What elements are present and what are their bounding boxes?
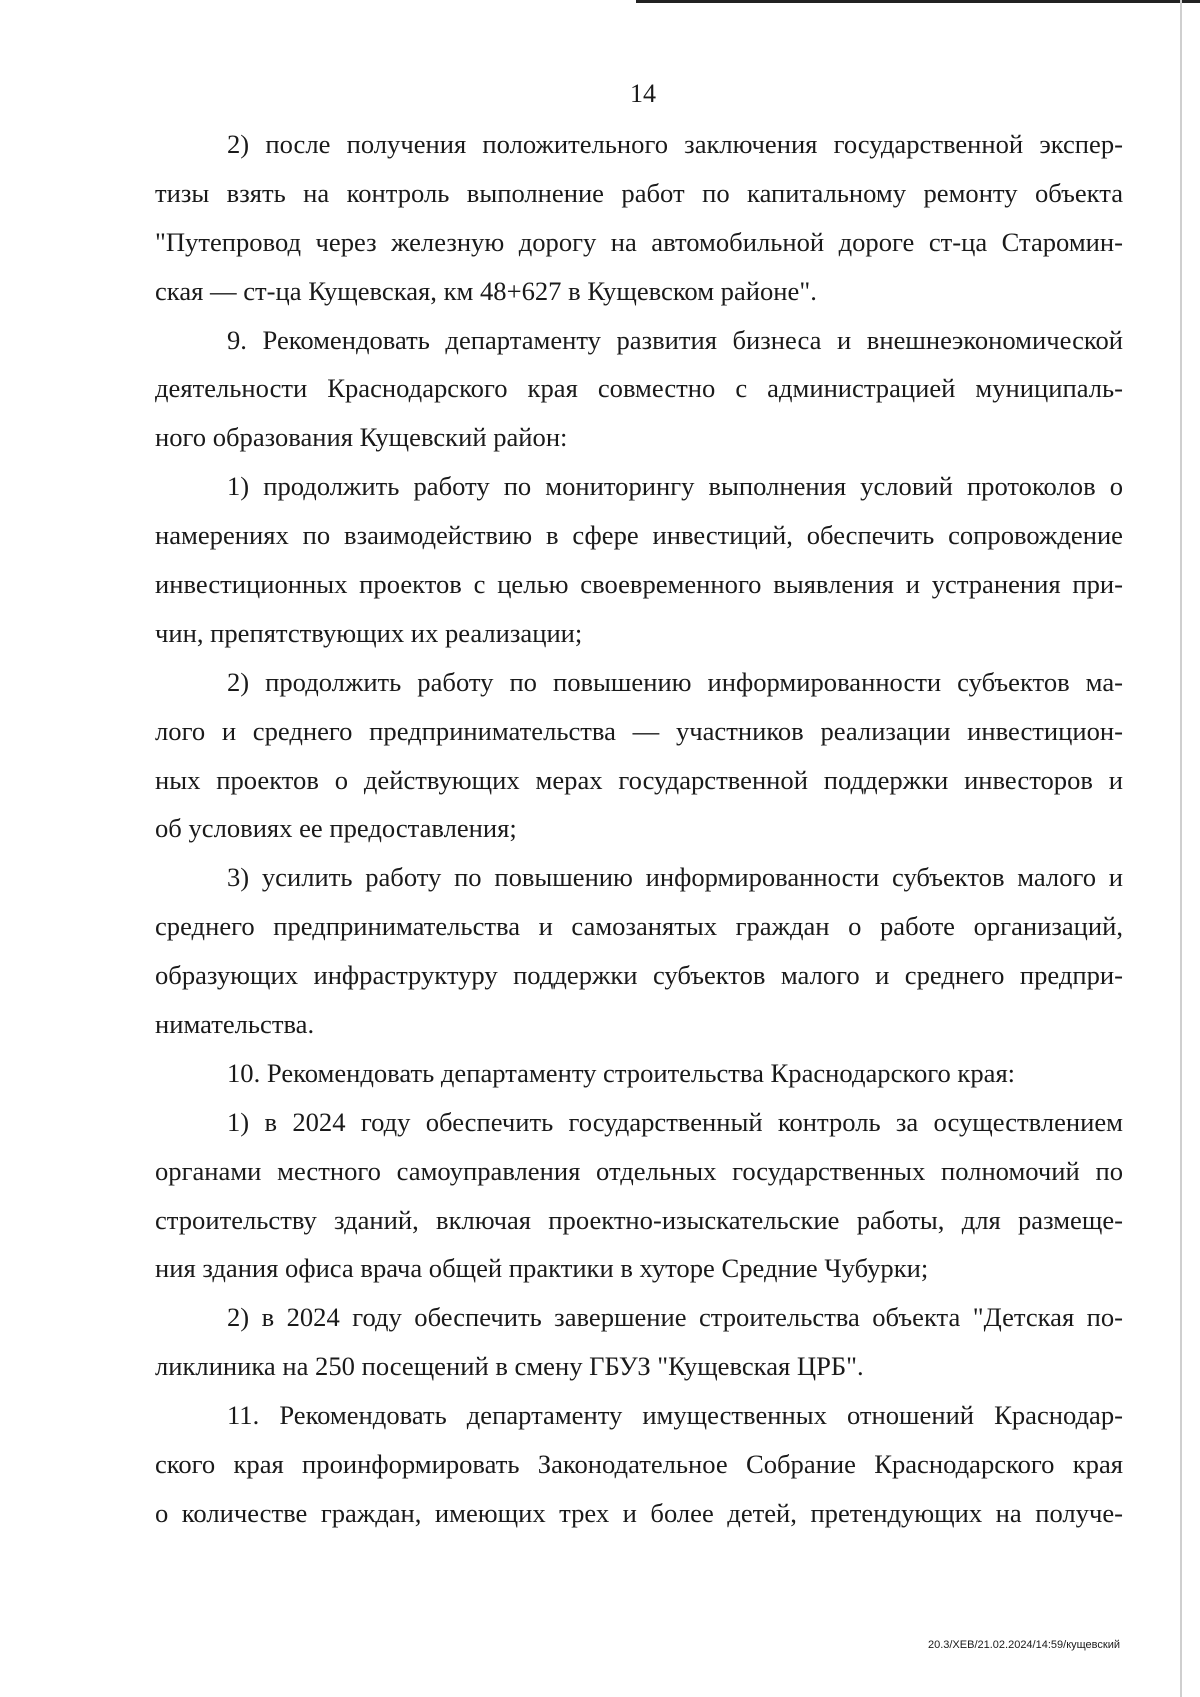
text-line: "Путепровод через железную дорогу на автомобильной дороге ст-ца Старомин- (155, 226, 1123, 257)
page-number: 14 (630, 79, 656, 108)
text-line: ния здания офиса врача общей практики в хуторе Средние Чубурки; (155, 1253, 929, 1284)
text-line: среднего предпринимательства и самозанятых граждан о работе организаций, (155, 911, 1123, 942)
text-line: строительству зданий, включая проектно-изыскательские работы, для размеще- (155, 1204, 1123, 1235)
text-line: об условиях ее предоставления; (155, 813, 517, 844)
text-line: чин, препятствующих их реализации; (155, 617, 583, 648)
text-line: 2) продолжить работу по повышению информированности субъектов ма- (227, 666, 1123, 697)
text-line: тизы взять на контроль выполнение работ по капитальному ремонту объекта (155, 177, 1123, 208)
scan-edge-line (1180, 0, 1182, 1697)
top-edge-rule (636, 0, 1200, 3)
text-line: намерениях по взаимодействию в сфере инвестиций, обеспечить сопровождение (155, 520, 1123, 551)
text-line: инвестиционных проектов с целью своевременного выявления и устранения при- (155, 569, 1123, 600)
text-line: 2) после получения положительного заключения государственной экспер- (227, 129, 1123, 159)
text-line: 2) в 2024 году обеспечить завершение строительства объекта "Детская по- (227, 1302, 1123, 1333)
text-line: образующих инфраструктуру поддержки субъектов малого и среднего предпри- (155, 960, 1123, 991)
text-line: 1) продолжить работу по мониторингу выполнения условий протоколов о (227, 471, 1123, 502)
text-line: органами местного самоуправления отдельных государственных полномочий по (155, 1155, 1123, 1186)
text-line: ская — ст-ца Кущевская, км 48+627 в Кущевском районе". (155, 275, 817, 306)
text-line: 3) усилить работу по повышению информированности субъектов малого и (227, 862, 1123, 893)
text-line: 1) в 2024 году обеспечить государственный контроль за осуществлением (227, 1106, 1123, 1137)
text-line: 11. Рекомендовать департаменту имущественных отношений Краснодар- (227, 1400, 1123, 1431)
document-body (155, 120, 1123, 1538)
text-line: нимательства. (155, 1009, 315, 1040)
footer-registration-code: 20.3/ХЕВ/21.02.2024/14:59/кущевский (927, 1639, 1120, 1651)
text-line: ликлиника на 250 посещений в смену ГБУЗ "Кущевская ЦРБ". (155, 1351, 864, 1382)
text-line: деятельности Краснодарского края совместно с администрацией муниципаль- (155, 373, 1123, 404)
text-line: 10. Рекомендовать департаменту строительства Краснодарского края: (227, 1057, 1016, 1088)
text-line: ского края проинформировать Законодательное Собрание Краснодарского края (155, 1449, 1123, 1480)
text-line: ных проектов о действующих мерах государственной поддержки инвесторов и (155, 764, 1123, 795)
text-line: 9. Рекомендовать департаменту развития бизнеса и внешнеэкономической (227, 324, 1123, 355)
text-line: ного образования Кущевский район: (155, 422, 568, 453)
text-line: о количестве граждан, имеющих трех и более детей, претендующих на получе- (155, 1497, 1123, 1528)
text-line: лого и среднего предпринимательства — участников реализации инвестицион- (155, 715, 1123, 746)
